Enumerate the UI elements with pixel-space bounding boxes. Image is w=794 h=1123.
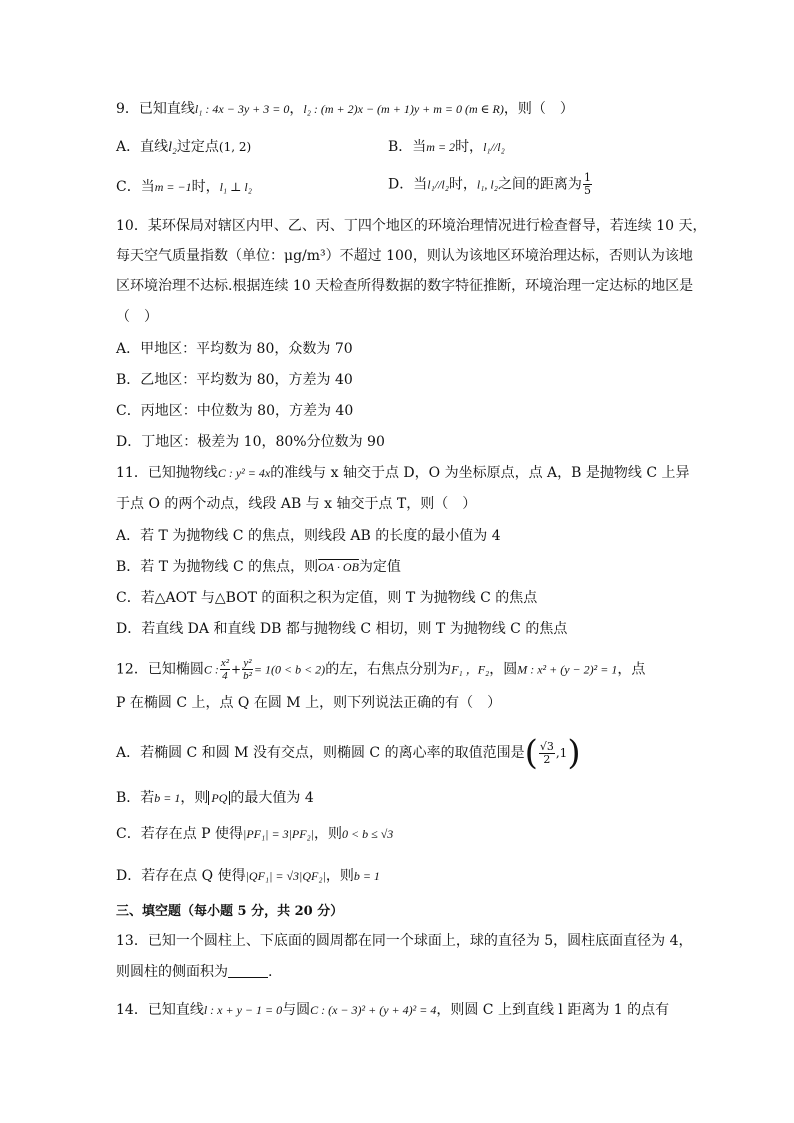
q9-fraction-denominator: 5	[583, 184, 591, 197]
q9-option-c-text: 时，	[191, 179, 220, 195]
q9-option-b-label: B．当	[388, 139, 427, 155]
q13-line-1: 13．已知一个圆柱上、下底面的圆周都在同一个球面上，球的直径为 5，圆柱底面直径为 4，	[116, 933, 693, 949]
q11-option-b-tail: 为定值	[358, 559, 401, 575]
q9-option-c	[116, 177, 252, 197]
q10-option-d: D．丁地区：极差为 10，80%分位数为 90	[116, 434, 385, 450]
section-title: 三、填空题（每小题 5 分，共 20 分）	[116, 904, 344, 919]
q12-option-c-mid: ，则	[314, 826, 343, 842]
q12-option-b-label: B．若	[116, 790, 155, 806]
q11-line-1	[116, 463, 690, 483]
q9-line-l1: l₁ : 4x − 3y + 3 = 0	[194, 102, 290, 116]
q13-text: 则圆柱的侧面积为	[116, 964, 228, 980]
q12-option-d-equation: |QF₁| = √3|QF₂|	[245, 869, 326, 883]
q10-option-b: B．乙地区：平均数为 80，方差为 40	[116, 372, 353, 388]
q12-option-c-result: 0 < b ≤ √3	[342, 827, 394, 841]
q11-stem-text: 11．已知抛物线	[116, 465, 218, 481]
q11-option-b	[116, 557, 401, 577]
q12-circle: M : x² + (y − 2)² = 1	[517, 662, 618, 677]
q13-answer-blank[interactable]	[228, 963, 268, 978]
q11-parabola: C : y² = 4x	[217, 466, 271, 480]
q12-ellipse-condition: = 1(0 < b < 2)	[253, 662, 326, 677]
q9-stem-tail: ，则（ ）	[503, 101, 574, 117]
q9-option-a-text: 过定点	[176, 139, 219, 155]
q11-stem-tail: 的准线与 x 轴交于点 D，O 为坐标原点，点 A，B 是抛物线 C 上异	[270, 465, 690, 481]
q14-circle-equation: C : (x − 3)² + (y + 4)² = 4	[310, 1003, 437, 1017]
q11-line-2: 于点 O 的两个动点，线段 AB 与 x 轴交于点 T，则（ ）	[116, 496, 477, 512]
q11-option-c: C．若△AOT 与△BOT 的面积之积为定值，则 T 为抛物线 C 的焦点	[116, 590, 538, 606]
q12-option-b-abs: PQ	[208, 791, 230, 805]
q9-option-a-line: l₂	[168, 140, 177, 155]
q12-option-a	[116, 733, 581, 773]
q9-option-c-label: C．当	[116, 179, 155, 195]
q9-comma: ，	[289, 101, 304, 117]
q14-tail: ，则圆 C 上到直线 l 距离为 1 的点有	[436, 1002, 670, 1018]
q12-option-a-close-paren: )	[567, 733, 581, 773]
q12-x-numerator: x²	[220, 657, 230, 669]
q12-option-a-text: A．若椭圆 C 和圆 M 没有交点，则椭圆 C 的离心率的取值范围是	[116, 745, 525, 761]
q12-option-c	[116, 824, 393, 844]
q12-stem-text: 12．已知椭圆	[116, 661, 204, 678]
q12-option-a-upper: ,1	[555, 746, 568, 760]
q12-x-denominator: 4	[222, 670, 228, 682]
q12-option-a-numerator: √3	[539, 739, 554, 753]
q12-option-d-result: b = 1	[353, 869, 380, 883]
q12-option-a-open-paren: (	[524, 733, 538, 773]
q11-option-b-vectors: OA · OB	[318, 560, 359, 574]
q12-y-numerator: y²	[243, 657, 252, 669]
q9-option-d-label: D．当	[388, 176, 428, 193]
q10-line-1: 10．某环保局对辖区内甲、乙、丙、丁四个地区的环境治理情况进行检查督导，若连续 10 天，	[116, 218, 707, 234]
q12-option-d-text: D．若存在点 Q 使得	[116, 868, 246, 884]
q13-line-2	[116, 962, 272, 982]
q9-option-a	[116, 137, 251, 158]
q12-line-2: P 在椭圆 C 上，点 Q 在圆 M 上，则下列说法正确的有（ ）	[116, 695, 502, 711]
q10-line-2: 每天空气质量指数（单位：μg/m³）不超过 100，则认为该地区环境治理达标，否则认为该地	[116, 248, 693, 264]
q12-option-d-mid: ，则	[325, 868, 354, 884]
q12-x-fraction	[220, 657, 230, 682]
q12-option-b-cond: b = 1	[154, 791, 181, 805]
q9-line-l2: l₂ : (m + 2)x − (m + 1)y + m = 0 (m ∈ R)	[303, 102, 504, 116]
q10-option-c: C．丙地区：中位数为 80，方差为 40	[116, 403, 354, 419]
q13-period: .	[268, 964, 273, 980]
q12-option-b-text: ，则	[180, 790, 209, 806]
q9-fraction-numerator: 1	[583, 171, 591, 184]
q9-option-d-fraction	[583, 172, 592, 197]
q10-line-3: 区环境治理不达标.根据连续 10 天检查所得数据的数字特征推断，环境治理一定达标的地区是	[116, 278, 694, 294]
q9-option-c-rel: l₁ ⊥ l₂	[219, 180, 252, 194]
q12-option-b	[116, 788, 314, 808]
q12-y-denominator: b²	[243, 670, 252, 682]
q12-stem-tail: ，点	[617, 661, 646, 678]
q9-option-d-cond: l₁//l₂	[427, 177, 449, 192]
q14-line-equation: l : x + y − 1 = 0	[203, 1003, 283, 1017]
q12-option-c-text: C．若存在点 P 使得	[116, 826, 244, 842]
q9-option-d-text: 时，	[448, 176, 477, 193]
q12-option-c-equation: |PF₁| = 3|PF₂|	[243, 827, 315, 841]
q9-option-b-text: 时，	[455, 139, 484, 155]
q14-mid: 与圆	[282, 1002, 311, 1018]
q11-option-d: D．若直线 DA 和直线 DB 都与抛物线 C 相切，则 T 为抛物线 C 的焦点	[116, 621, 568, 637]
q12-option-b-tail: 的最大值为 4	[230, 790, 314, 806]
q12-option-a-denominator: 2	[543, 752, 551, 766]
q9-option-b	[388, 137, 505, 157]
q9-option-a-label: A．直线	[116, 139, 169, 155]
q12-line-1	[116, 657, 645, 682]
q12-plus: +	[231, 662, 242, 677]
q9-stem-text: 9．已知直线	[116, 101, 195, 117]
q9-option-a-point: (1, 2)	[218, 140, 252, 154]
q9-option-b-rel: l₁//l₂	[483, 140, 505, 154]
q12-stem-mid: 的左，右焦点分别为	[325, 661, 452, 678]
q14-text: 14．已知直线	[116, 1002, 204, 1018]
q12-option-a-fraction	[539, 741, 555, 766]
q11-option-a: A．若 T 为抛物线 C 的焦点，则线段 AB 的长度的最小值为 4	[116, 528, 501, 544]
q9-option-b-cond: m = 2	[426, 140, 456, 154]
q12-y-fraction	[242, 657, 253, 682]
q9-option-d-lines: l₁, l₂	[476, 177, 498, 192]
q11-option-b-text: B．若 T 为抛物线 C 的焦点，则	[116, 559, 319, 575]
q12-option-d	[116, 866, 380, 886]
q9-stem	[116, 99, 574, 119]
q12-ellipse-label: C :	[203, 662, 219, 677]
q14-line-1	[116, 1000, 669, 1020]
q10-option-a: A．甲地区：平均数为 80，众数为 70	[116, 341, 353, 357]
q9-option-c-cond: m = −1	[154, 180, 192, 194]
q12-stem-mid2: ，圆	[489, 661, 518, 678]
q10-line-4: （ ）	[116, 309, 158, 325]
q9-option-d	[388, 172, 593, 197]
q9-option-d-tail: 之间的距离为	[497, 176, 582, 193]
q12-foci: F₁ ，F₂	[451, 662, 490, 677]
